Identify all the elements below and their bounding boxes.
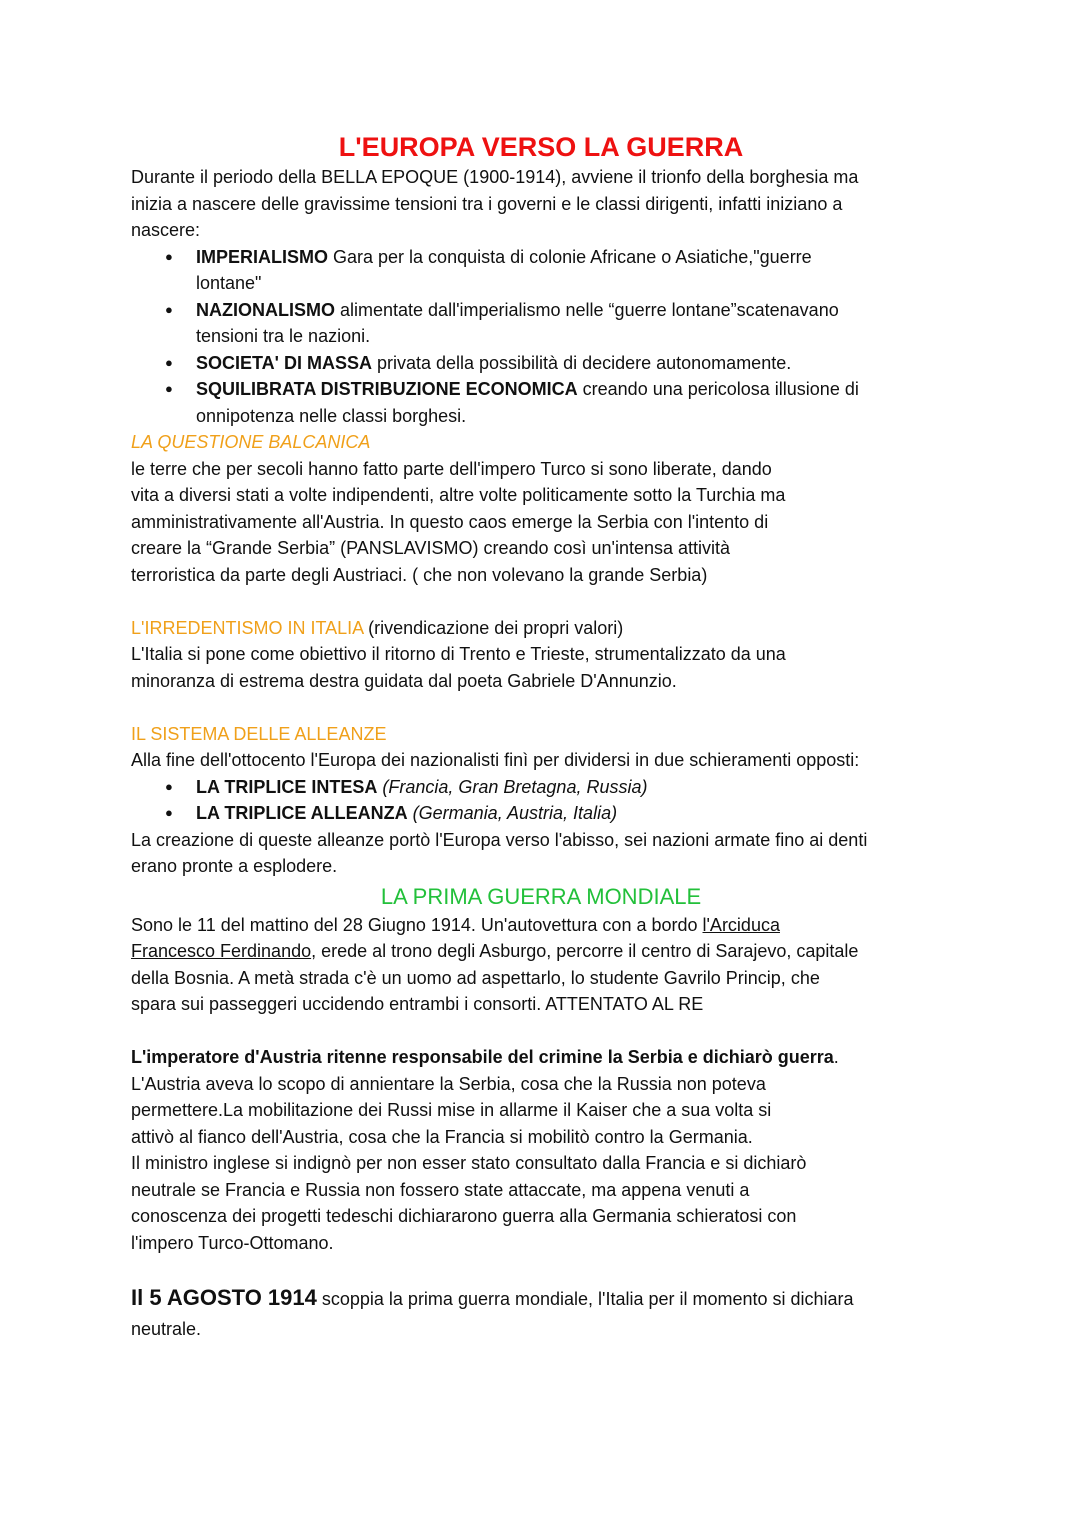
page-title: L'EUROPA VERSO LA GUERRA	[338, 132, 744, 162]
list-item	[165, 774, 951, 801]
paragraph-line: l'impero Turco-Ottomano.	[131, 1232, 334, 1253]
intro-line: nascere:	[131, 220, 201, 240]
list-item	[165, 297, 951, 350]
guerra-paragraph-2	[131, 1044, 951, 1256]
spacer	[131, 694, 951, 721]
intro-paragraph	[131, 164, 951, 244]
list-item	[165, 800, 951, 827]
paragraph-line: permettere.La mobilitazione dei Russi mise in allarme il Kaiser che a sua volta si	[131, 1100, 772, 1120]
guerra-paragraph-3	[131, 1283, 951, 1344]
spacer	[131, 1256, 951, 1283]
section-heading-irredentismo	[131, 615, 951, 642]
bullet-icon: ●	[165, 381, 173, 396]
guerra-paragraph-1	[131, 912, 951, 1018]
paragraph-line: L'Italia si pone come obiettivo il ritorno di Trento e Trieste, strumentalizzato da una	[131, 644, 786, 664]
paragraph-line: le terre che per secoli hanno fatto parte dell'impero Turco si sono liberate, dando	[131, 458, 772, 479]
section-heading-note: (rivendicazione dei propri valori)	[363, 617, 624, 638]
list-item-text: privata della possibilità di decidere autonomamente.	[371, 352, 792, 373]
list-item-keyword: SOCIETA' DI MASSA	[196, 352, 372, 373]
paragraph-line: scoppia la prima guerra mondiale, l'Italia per il momento si dichiara	[316, 1288, 854, 1309]
section-heading-text: L'IRREDENTISMO IN ITALIA	[131, 617, 364, 638]
bullet-icon: ●	[165, 778, 173, 794]
list-item-text: onnipotenza nelle classi borghesi.	[196, 405, 467, 426]
list-item-keyword: NAZIONALISMO	[196, 299, 335, 320]
paragraph-line: Il ministro inglese si indignò per non esser stato consultato dalla Francia e si dichiarò	[131, 1153, 807, 1173]
list-item-text: lontane"	[196, 273, 262, 293]
bullet-icon: ●	[165, 248, 173, 264]
paragraph-line: conoscenza dei progetti tedeschi dichiararono guerra alla Germania schieratosi con	[131, 1206, 797, 1226]
list-item	[165, 244, 951, 297]
paragraph-line: minoranza di estrema destra guidata dal poeta Gabriele D'Annunzio.	[131, 670, 677, 691]
section-heading-balcanica: LA QUESTIONE BALCANICA	[131, 432, 371, 452]
bullet-icon: ●	[165, 354, 173, 370]
bullet-icon: ●	[165, 805, 173, 820]
underlined-name: Francesco Ferdinando	[131, 941, 312, 961]
date-highlight: Il 5 AGOSTO 1914	[131, 1284, 317, 1310]
intro-line: inizia a nascere delle gravissime tensioni tra i governi e le classi dirigenti, infatti iniziano a	[131, 193, 843, 214]
list-item-note: (Germania, Austria, Italia)	[412, 803, 618, 823]
alliances-list	[131, 774, 951, 827]
paragraph-line: amministrativamente all'Austria. In questo caos emerge la Serbia con l'intento di	[131, 511, 769, 532]
spacer	[131, 588, 951, 615]
intro-line: Durante il periodo della BELLA EPOQUE (1900-1914), avviene il trionfo della borghesia ma	[131, 167, 859, 187]
paragraph-line: , erede al trono degli Asburgo, percorre il centro di Sarajevo, capitale	[311, 941, 859, 961]
paragraph-line: terroristica da parte degli Austriaci. ( che non volevano la grande Serbia)	[131, 564, 708, 585]
paragraph-line: spara sui passeggeri uccidendo entrambi i consorti. ATTENTATO AL RE	[131, 994, 704, 1014]
section-heading-alleanze: IL SISTEMA DELLE ALLEANZE	[131, 723, 387, 744]
alleanze-intro: Alla fine dell'ottocento l'Europa dei nazionalisti finì per dividersi in due schieramenti opposti:	[131, 750, 860, 770]
bullet-icon: ●	[165, 301, 173, 317]
list-item-keyword: LA TRIPLICE INTESA	[196, 776, 378, 797]
section-heading-guerra: LA PRIMA GUERRA MONDIALE	[380, 883, 702, 909]
paragraph-punct: .	[833, 1047, 839, 1067]
paragraph-line: La creazione di queste alleanze portò l'Europa verso l'abisso, sei nazioni armate fino ai denti	[131, 829, 868, 850]
list-item	[165, 350, 951, 377]
causes-list	[131, 244, 951, 430]
paragraph-line: attivò al fianco dell'Austria, cosa che la Francia si mobilitò contro la Germania.	[131, 1126, 753, 1147]
paragraph-line: erano pronte a esplodere.	[131, 856, 338, 876]
underlined-name: l'Arciduca	[702, 914, 780, 935]
list-item-text: Gara per la conquista di colonie Africane o Asiatiche,"guerre	[328, 246, 812, 267]
paragraph-line: L'Austria aveva lo scopo di annientare la Serbia, cosa che la Russia non poteva	[131, 1073, 766, 1094]
paragraph-line: Sono le 11 del mattino del 28 Giugno 1914. Un'autovettura con a bordo	[131, 914, 703, 935]
bold-statement: L'imperatore d'Austria ritenne responsabile del crimine la Serbia e dichiarò guerra	[131, 1047, 834, 1067]
list-item-keyword: SQUILIBRATA DISTRIBUZIONE ECONOMICA	[196, 379, 578, 399]
alleanze-after	[131, 827, 951, 880]
document-content	[131, 130, 951, 1344]
list-item-text: creando una pericolosa illusione di	[577, 379, 859, 399]
paragraph-line: neutrale.	[131, 1318, 202, 1339]
list-item-keyword: LA TRIPLICE ALLEANZA	[196, 803, 408, 823]
balcanica-paragraph	[131, 456, 951, 589]
spacer	[131, 1018, 951, 1045]
paragraph-line: creare la “Grande Serbia” (PANSLAVISMO) creando così un'intensa attività	[131, 538, 731, 558]
list-item-keyword: IMPERIALISMO	[196, 246, 329, 267]
list-item	[165, 376, 951, 429]
paragraph-line: della Bosnia. A metà strada c'è un uomo ad aspettarlo, lo studente Gavrilo Princip, che	[131, 967, 820, 988]
paragraph-line: vita a diversi stati a volte indipendenti, altre volte politicamente sotto la Turchia ma	[131, 485, 786, 505]
list-item-text: tensioni tra le nazioni.	[196, 326, 371, 346]
irredentismo-paragraph	[131, 641, 951, 694]
list-item-text: alimentate dall'imperialismo nelle “guerre lontane”scatenavano	[335, 299, 839, 320]
list-item-note: (Francia, Gran Bretagna, Russia)	[382, 776, 648, 797]
paragraph-line: neutrale se Francia e Russia non fossero state attaccate, ma appena venuti a	[131, 1179, 750, 1200]
